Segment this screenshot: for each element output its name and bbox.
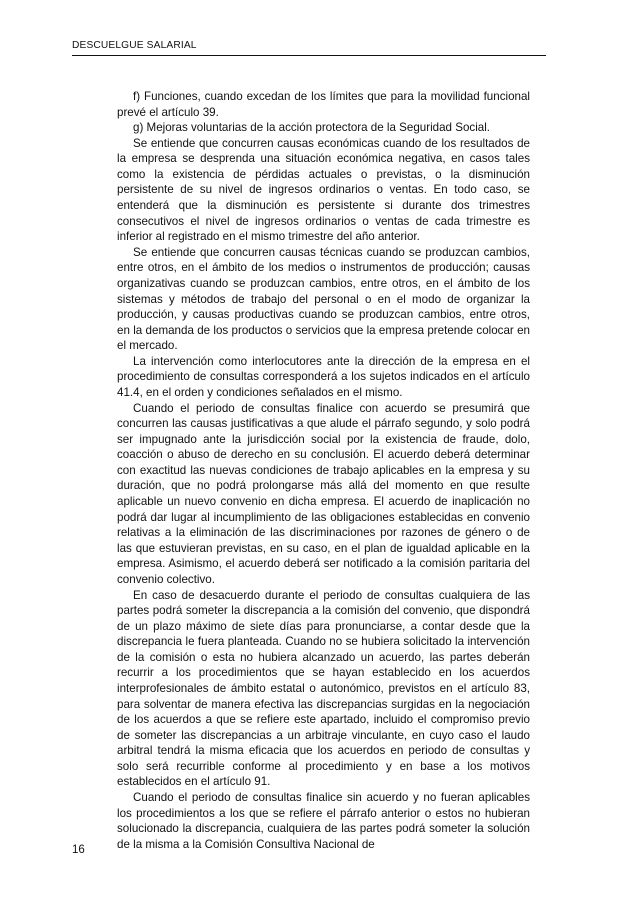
paragraph-technical-causes: Se entiende que concurren causas técnicas cuando se produzcan cambios, entre otros, en el ámbito de los medios o instrumentos de producción; causas organizativas cuando se produzcan cambios, entre otros, en el ámbito de los sistemas y métodos de trabajo del personal o en el modo de organizar la producción, y causas productivas cuando se produzcan cambios, entre otros, en la demanda de los productos o servicios que la empresa pretende colocar en el mercado.: [117, 245, 530, 353]
paragraph-no-agreement: Cuando el periodo de consultas finalice sin acuerdo y no fueran aplicables los procedimientos a los que se refiere el párrafo anterior o estos no hubieran solucionado la discrepancia, cualquiera de las partes podrá someter la solución de la misma a la Comisión Consultiva Nacional de: [117, 791, 530, 851]
paragraph-economic-causes: Se entiende que concurren causas económicas cuando de los resultados de la empresa se desprenda una situación económica negativa, en casos tales como la existencia de pérdidas actuales o previstas, o la disminución persistente de su nivel de ingresos ordinarios o ventas. En todo caso, se entenderá que la disminución es persistente si durante dos trimestres consecutivos el nivel de ingresos ordinarios o ventas de cada trimestre es inferior al registrado en el mismo trimestre del año anterior.: [117, 136, 530, 244]
body-text: [117, 89, 530, 852]
running-header: DESCUELGUE SALARIAL: [72, 40, 197, 51]
page-number: 16: [72, 844, 85, 856]
paragraph-item-f: f) Funciones, cuando excedan de los límites que para la movilidad funcional prevé el artículo 39.: [117, 90, 530, 119]
header-rule: [72, 55, 546, 56]
paragraph-item-g: g) Mejoras voluntarias de la acción protectora de la Seguridad Social.: [133, 121, 491, 135]
paragraph-disagreement: En caso de desacuerdo durante el periodo de consultas cualquiera de las partes podrá someter la discrepancia a la comisión del convenio, que dispondrá de un plazo máximo de siete días para pronunciarse, a contar desde que la discrepancia le fuera planteada. Cuando no se hubiera solicitado la intervención de la comisión o esta no hubiera alcanzado un acuerdo, las partes deberán recurrir a los procedimientos que se hayan establecido en los acuerdos interprofesionales de ámbito estatal o autonómico, previstos en el artículo 83, para solventar de manera efectiva las discrepancias surgidas en la negociación de los acuerdos a que se refiere este apartado, incluido el compromiso previo de someter las discrepancias a un arbitraje vinculante, en cuyo caso el laudo arbitral tendrá la misma eficacia que los acuerdos en periodo de consultas y solo será recurrible conforme al procedimiento y en base a los motivos establecidos en el artículo 91.: [117, 588, 530, 789]
paragraph-interlocutors: La intervención como interlocutores ante la dirección de la empresa en el procedimiento de consultas corresponderá a los sujetos indicados en el artículo 41.4, en el orden y condiciones señalados en el mismo.: [117, 354, 530, 399]
paragraph-agreement: Cuando el periodo de consultas finalice con acuerdo se presumirá que concurren las causas justificativas a que alude el párrafo segundo, y solo podrá ser impugnado ante la jurisdicción social por la existencia de fraude, dolo, coacción o abuso de derecho en su conclusión. El acuerdo deberá determinar con exactitud las nuevas condiciones de trabajo aplicables en la empresa y su duración, que no podrá prolongarse más allá del momento en que resulte aplicable un nuevo convenio en dicha empresa. El acuerdo de inaplicación no podrá dar lugar al incumplimiento de las obligaciones establecidas en convenio relativas a la eliminación de las discriminaciones por razones de género o de las que estuvieran previstas, en su caso, en el plan de igualdad aplicable en la empresa. Asimismo, el acuerdo deberá ser notificado a la comisión paritaria del convenio colectivo.: [117, 401, 530, 586]
